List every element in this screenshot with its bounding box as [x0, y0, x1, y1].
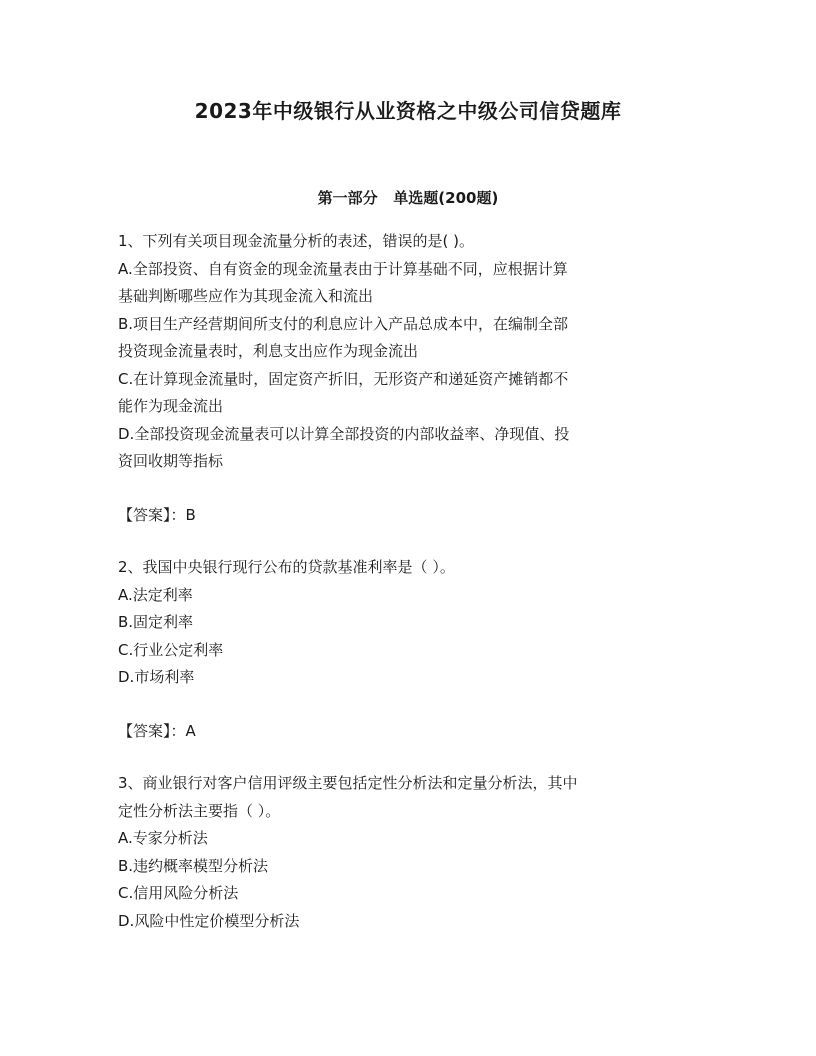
option-line: D.全部投资现金流量表可以计算全部投资的内部收益率、净现值、投: [118, 424, 570, 443]
question-2: [118, 554, 698, 692]
option-d: D.市场利率: [118, 668, 195, 686]
question-stem: 1、下列有关项目现金流量分析的表述，错误的是( )。: [118, 232, 475, 250]
option-line: C.在计算现金流量时，固定资产折旧，无形资产和递延资产摊销都不: [118, 369, 569, 388]
document-title: 2023年中级银行从业资格之中级公司信贷题库: [194, 99, 622, 123]
question-1: [118, 228, 698, 476]
option-line: A.全部投资、自有资金的现金流量表由于计算基础不同，应根据计算: [118, 259, 568, 278]
question-list: [118, 228, 698, 961]
question-stem: [118, 770, 698, 825]
option-d: D.风险中性定价模型分析法: [118, 911, 300, 930]
option-a: A.专家分析法: [118, 829, 208, 847]
question-stem: 2、我国中央银行现行公布的贷款基准利率是（ ）。: [118, 558, 455, 576]
option-line: 资回收期等指标: [118, 452, 224, 470]
option-a: A.法定利率: [118, 585, 193, 604]
answer-2: 【答案】：A: [118, 721, 196, 740]
option-b: B.违约概率模型分析法: [118, 856, 269, 875]
option-c: C.信用风险分析法: [118, 884, 239, 902]
option-d: [118, 421, 698, 476]
section-title: 第一部分 单选题(200题): [317, 189, 499, 207]
question-3: [118, 770, 698, 935]
stem-line: 3、商业银行对客户信用评级主要包括定性分析法和定量分析法，其中: [118, 774, 578, 792]
option-line: 投资现金流量表时，利息支出应作为现金流出: [118, 342, 419, 360]
option-c: [118, 366, 698, 421]
option-line: 能作为现金流出: [118, 397, 224, 415]
option-b: B.固定利率: [118, 613, 194, 631]
option-c: C.行业公定利率: [118, 640, 224, 659]
stem-line: 定性分析法主要指（ ）。: [118, 801, 281, 820]
option-line: B.项目生产经营期间所支付的利息应计入产品总成本中，在编制全部: [118, 314, 569, 333]
option-a: [118, 256, 698, 311]
answer-1: 【答案】：B: [118, 505, 196, 524]
option-line: 基础判断哪些应作为其现金流入和流出: [118, 287, 374, 305]
option-b: [118, 311, 698, 366]
